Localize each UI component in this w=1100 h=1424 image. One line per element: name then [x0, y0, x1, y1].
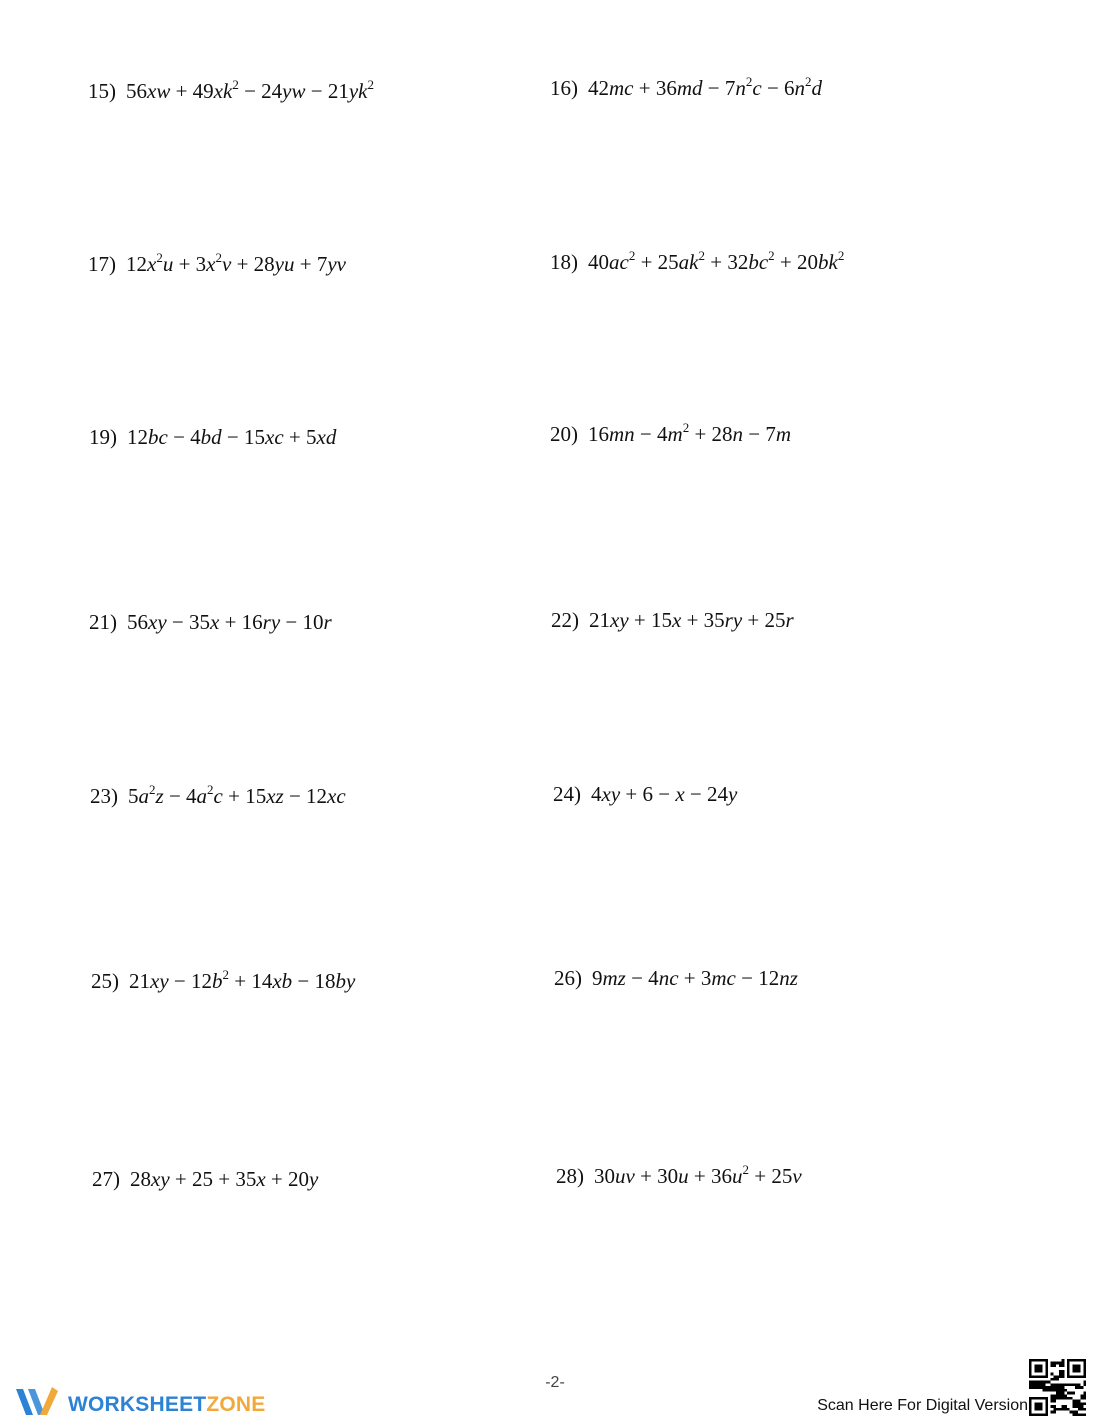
problem-expression: $40ac^2 + 25ak^2 + 32bc^2 + 20bk^2$	[588, 248, 845, 274]
problem-number: 27)	[92, 1167, 120, 1191]
problem-number: 20)	[550, 422, 578, 446]
problem-number: 26)	[554, 966, 582, 990]
problem-number: 16)	[550, 76, 578, 100]
problem-expression: 9mz − 4nc + 3mc − 12nz	[592, 966, 798, 990]
footer-logo[interactable]	[14, 1385, 265, 1424]
problem-expression: 4xy + 6 − x − 24y	[591, 782, 738, 806]
problem-17	[88, 250, 346, 276]
problem-number: 19)	[89, 425, 117, 449]
problem-21	[89, 612, 332, 633]
problem-number: 21)	[89, 610, 117, 634]
problem-expression: $30uv + 30u + 36u^2 + 25v$	[594, 1162, 802, 1188]
problem-expression: 12bc − 4bd − 15xc + 5xd	[127, 425, 337, 449]
problem-expression: $16mn - 4m^2 + 28n - 7m$	[588, 420, 792, 446]
problem-number: 15)	[88, 79, 116, 103]
problem-number: 24)	[553, 782, 581, 806]
problem-expression: $42mc + 36md - 7n^2c - 6n^2d$	[588, 74, 823, 100]
qr-code-icon[interactable]	[1029, 1359, 1086, 1421]
problem-number: 17)	[88, 252, 116, 276]
problem-22	[551, 610, 794, 631]
problem-20	[550, 420, 792, 446]
page-number: -2-	[545, 1374, 565, 1391]
problem-26	[554, 968, 798, 989]
problem-number: 28)	[556, 1164, 584, 1188]
problem-19	[89, 427, 336, 448]
problem-expression: 21xy + 15x + 35ry + 25r	[589, 608, 794, 632]
problem-number: 25)	[91, 969, 119, 993]
problem-expression: 56xy − 35x + 16ry − 10r	[127, 610, 332, 634]
problem-expression: $12x^2u + 3x^2v + 28yu + 7yv$	[126, 250, 346, 276]
problem-number: 23)	[90, 784, 118, 808]
problem-25	[91, 967, 356, 993]
worksheetzone-logo-icon	[14, 1385, 60, 1424]
problem-number: 22)	[551, 608, 579, 632]
problem-16	[550, 74, 823, 100]
problem-27	[92, 1169, 318, 1190]
problem-18	[550, 248, 845, 274]
problem-expression: $56xw + 49xk^2 - 24yw - 21yk^2$	[126, 77, 374, 103]
problem-24	[553, 784, 737, 805]
problem-23	[90, 782, 346, 808]
problem-15	[88, 77, 374, 103]
logo-text: WORKSHEETZONE	[68, 1392, 266, 1416]
scan-text: Scan Here For Digital Version	[817, 1397, 1028, 1414]
problem-number: 18)	[550, 250, 578, 274]
problem-expression: $5a^2z - 4a^2c + 15xz - 12xc$	[128, 782, 346, 808]
problem-28	[556, 1162, 802, 1188]
problem-expression: 28xy + 25 + 35x + 20y	[130, 1167, 319, 1191]
problem-expression: $21xy - 12b^2 + 14xb - 18by$	[129, 967, 356, 993]
